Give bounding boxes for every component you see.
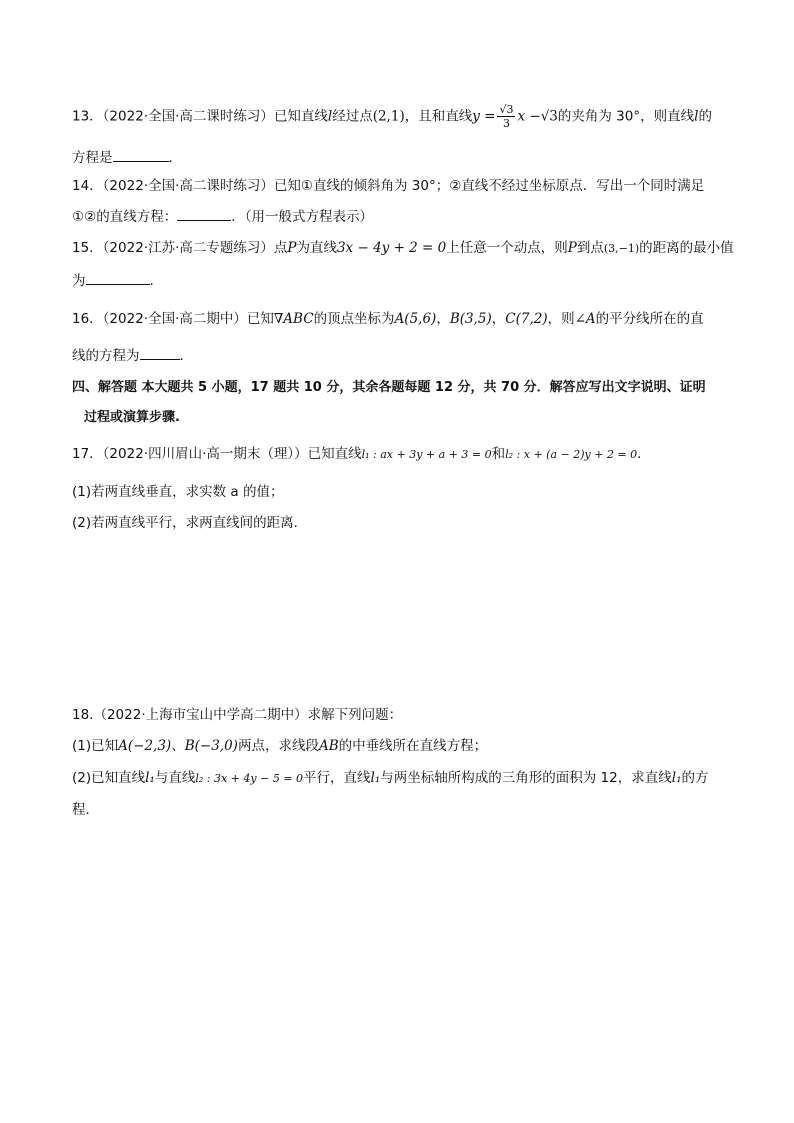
q13-y-eq: y = <box>472 108 496 125</box>
question-17-part-2 <box>72 513 307 533</box>
q15-end: . <box>149 273 154 289</box>
q18-l1b: l₁ <box>370 770 381 786</box>
q18-part1-c: 的中垂线所在直线方程； <box>338 738 488 754</box>
q15-text-to: 到点 <box>576 240 604 256</box>
question-13-line-1 <box>72 103 712 130</box>
q16-point-A: A(5,6) <box>394 311 437 327</box>
q16-lead: 16．（2022·全国·高二期中）已知 <box>72 311 274 327</box>
q16-line2: 线的方程为 <box>72 348 140 364</box>
q15-line2: 为 <box>72 273 86 289</box>
q17-text-and: 和 <box>491 446 506 462</box>
q16-text-vertices: 的顶点坐标为 <box>313 311 395 327</box>
q18-l2-equation: l₂ : 3x + 4y − 5 = 0 <box>195 772 304 785</box>
q13-sqrt3: √3 <box>540 108 558 125</box>
q17-l2: l₂ : x + (a − 2)y + 2 = 0 <box>505 448 638 461</box>
question-15-line-2 <box>72 270 154 291</box>
q14-answer-blank[interactable] <box>177 206 231 221</box>
question-14-line-1 <box>72 176 704 196</box>
q18-AB: AB <box>318 738 339 754</box>
section-4-header-line-2 <box>84 408 180 428</box>
q15-text-on: 为直线 <box>296 240 337 256</box>
q13-text-and-line: ，且和直线 <box>404 108 473 125</box>
q18-point-A: A(−2,3) <box>118 738 172 754</box>
q18-lead: 18.（2022·上海市宝山中学高二期中）求解下列问题： <box>72 707 403 723</box>
q14-line2-b: ．（用一般式方程表示） <box>231 209 373 225</box>
q18-part2-b: 与直线 <box>154 770 196 786</box>
q18-part2-e: 的方 <box>681 770 709 786</box>
question-18-part-2-line-2 <box>72 800 99 820</box>
q13-var-l: l <box>327 108 333 125</box>
q17-part1: (1)若两直线垂直，求实数 a 的值； <box>72 484 284 500</box>
q16-point-C: C(7,2) <box>505 311 548 327</box>
q13-frac-num: √3 <box>499 103 514 116</box>
question-14-line-2 <box>72 206 373 227</box>
q16-point-B: B(3,5) <box>449 311 492 327</box>
q13-var-l2: l <box>694 108 699 125</box>
q15-text-min: 的距离的最小值 <box>639 240 734 256</box>
section4-line2: 过程或演算步骤. <box>84 410 180 425</box>
q18-part2-c: 平行，直线 <box>303 770 371 786</box>
question-18-part-2 <box>72 768 708 789</box>
q13-end: ． <box>168 150 182 166</box>
question-17-part-1 <box>72 482 283 502</box>
question-16-line-1 <box>72 309 704 329</box>
q13-text-angle: 的夹角为 30°，则直线 <box>557 108 695 125</box>
q18-l1c: l₁ <box>671 770 682 786</box>
q18-part2-a: (2)已知直线 <box>72 770 146 786</box>
question-15-line-1 <box>72 238 734 259</box>
q18-point-B: B(−3,0) <box>184 738 238 754</box>
q18-l1: l₁ <box>145 770 155 786</box>
q16-angle: ∠A <box>574 311 596 327</box>
section-4-header-line-1 <box>72 378 706 398</box>
q17-end: ． <box>637 446 651 462</box>
q13-x-minus: x − <box>517 108 541 125</box>
q16-sep1: ， <box>436 311 450 327</box>
question-17-line-1 <box>72 444 651 465</box>
question-13-line-2 <box>72 147 182 168</box>
q13-lead: 13．（2022·全国·高二课时练习）已知直线 <box>72 108 328 125</box>
q17-l1: l₁ : ax + 3y + a + 3 = 0 <box>361 448 492 461</box>
q13-fraction <box>497 103 515 130</box>
question-18-line-1 <box>72 705 402 725</box>
question-18-part-1 <box>72 736 487 756</box>
question-16-line-2 <box>72 345 193 366</box>
q16-end: ． <box>179 348 193 364</box>
q13-line2: 方程是 <box>72 150 113 166</box>
q18-part1-a: (1)已知 <box>72 738 119 754</box>
q13-text-passes: 经过点 <box>332 108 373 125</box>
q14-line2-a: ①②的直线方程： <box>72 209 178 225</box>
q13-answer-blank[interactable] <box>113 147 169 162</box>
q15-equation: 3x − 4y + 2 = 0 <box>336 240 447 256</box>
q14-line1: 14．（2022·全国·高二课时练习）已知①直线的倾斜角为 30°；②直线不经过坐标原点．写出一个同时满足 <box>72 178 705 194</box>
q18-part2-d: 与两坐标轴所构成的三角形的面积为 12，求直线 <box>380 770 672 786</box>
q13-text-of: 的 <box>698 108 712 125</box>
q15-text-moving: 上任意一个动点，则 <box>446 240 568 256</box>
q13-frac-den: 3 <box>502 117 510 130</box>
q15-lead: 15．（2022·江苏·高二专题练习）点 <box>72 240 288 256</box>
q13-point: (2,1) <box>372 108 405 125</box>
q16-answer-blank[interactable] <box>140 345 180 360</box>
q15-P2: P <box>567 240 577 256</box>
q17-lead: 17．（2022·四川眉山·高一期末（理））已知直线 <box>72 446 362 462</box>
q18-sep: 、 <box>171 738 185 754</box>
q15-point: (3,−1) <box>603 242 640 255</box>
q16-text-bisector: 的平分线所在的直 <box>595 311 704 327</box>
q15-P: P <box>287 240 297 256</box>
q17-part2: (2)若两直线平行，求两直线间的距离． <box>72 515 308 531</box>
q18-part1-b: 两点，求线段 <box>237 738 319 754</box>
q16-text-then: ，则 <box>547 311 575 327</box>
section4-line1: 四、解答题 本大题共 5 小题，17 题共 10 分，其余各题每题 12 分，共 70 分．解答应写出文字说明、证明 <box>72 380 706 395</box>
q15-answer-blank[interactable] <box>86 270 150 285</box>
q16-triangle: ∇ABC <box>273 311 314 327</box>
q16-sep2: ， <box>491 311 506 327</box>
q18-part2-line2: 程． <box>72 802 99 818</box>
